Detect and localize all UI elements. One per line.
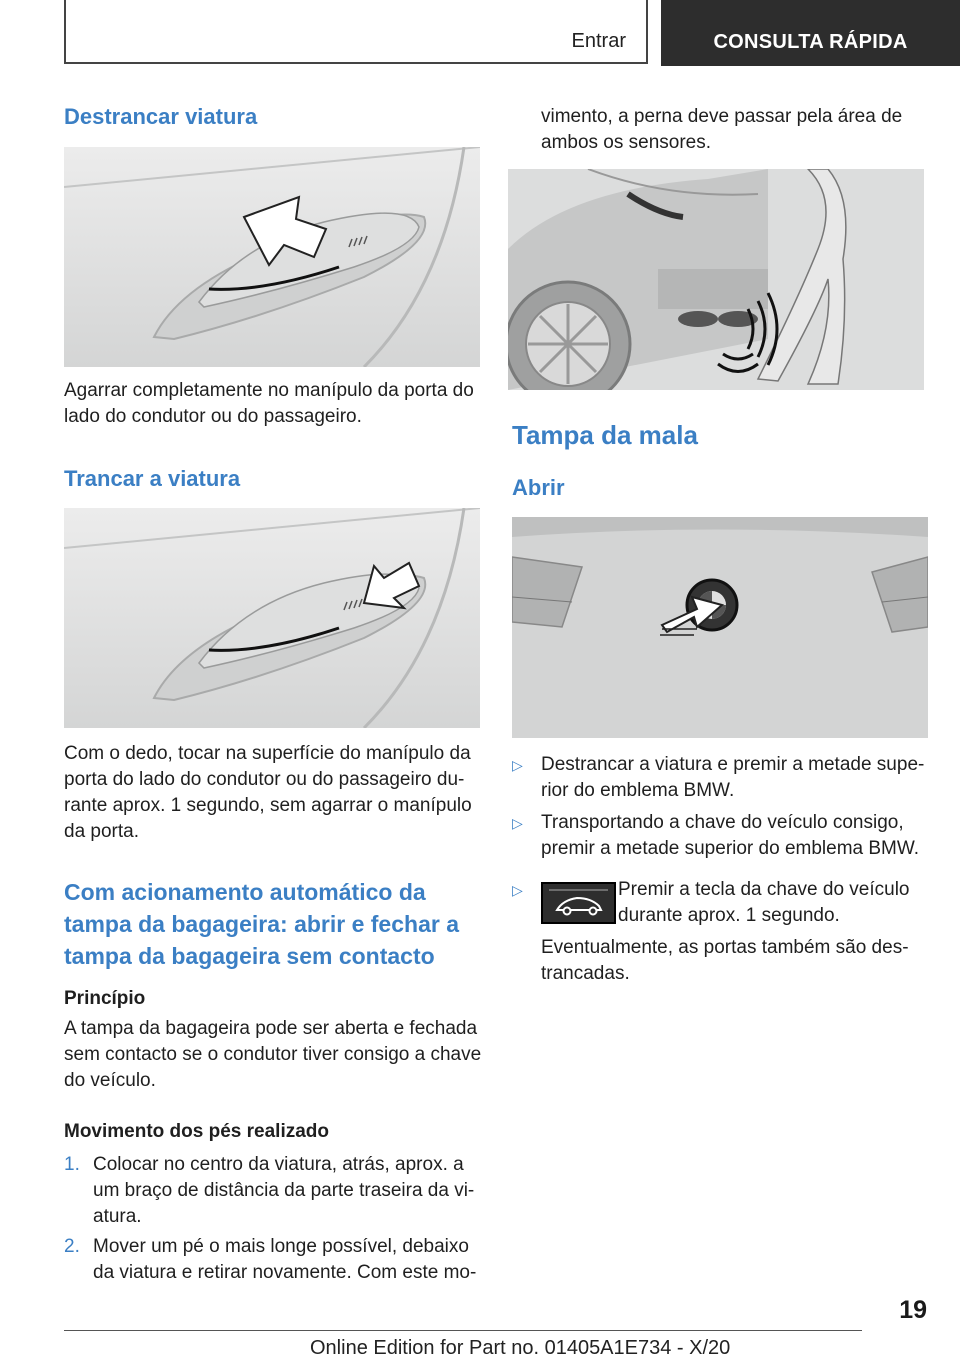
note-text: Eventualmente, as portas também são des-trancadas. xyxy=(541,937,909,984)
lock-heading: Trancar a viatura xyxy=(64,466,241,491)
list-item xyxy=(512,810,928,864)
movement-label: Movimento dos pés realizado xyxy=(64,1121,329,1142)
bullet-text: Destrancar a viatura e premir a metade supe-rior do emblema BMW. xyxy=(541,754,925,801)
list-item xyxy=(64,1152,480,1227)
section-title: Entrar xyxy=(571,30,626,52)
page-number: 19 xyxy=(899,1296,927,1324)
bullet-marker: ▷ xyxy=(512,815,523,831)
chapter-tab[interactable]: CONSULTA RÁPIDA xyxy=(661,0,960,66)
step-text: Mover um pé o mais longe possível, debaixo da viatura e retirar novamente. Com este mo- xyxy=(93,1236,477,1283)
bullet-text: Premir a tecla da chave do veículo durante aprox. 1 segundo. xyxy=(618,879,910,926)
header-frame xyxy=(64,0,648,64)
principle-label: Princípio xyxy=(64,988,146,1009)
open-heading: Abrir xyxy=(512,475,565,500)
door-handle-touch-illustration xyxy=(64,508,480,728)
unlock-heading: Destrancar viatura xyxy=(64,104,258,129)
list-item xyxy=(64,1234,480,1294)
step-number: 2. xyxy=(64,1236,80,1257)
list-item xyxy=(512,877,928,931)
edition-text: Online Edition for Part no. 01405A1E734 - X/20 xyxy=(310,1337,731,1359)
continued-text: vimento, a perna deve passar pela área de ambos os sensores. xyxy=(541,106,903,153)
auto-tailgate-heading: Com acionamento automático da tampa da bagageira: abrir e fechar a tampa da bagageira sem contacto xyxy=(64,879,459,969)
step-number: 1. xyxy=(64,1154,80,1175)
unlock-text: Agarrar completamente no manípulo da porta do lado do condutor ou do passageiro. xyxy=(64,380,474,427)
bullet-marker: ▷ xyxy=(512,757,523,773)
step-text: Colocar no centro da viatura, atrás, aprox. a um braço de distância da parte traseira da vi-atura. xyxy=(93,1154,475,1227)
car-key-trunk-icon xyxy=(541,882,616,924)
kick-sensor-illustration xyxy=(508,169,924,390)
door-handle-grab-illustration xyxy=(64,147,480,367)
bmw-emblem-illustration xyxy=(512,517,928,738)
footer-divider xyxy=(64,1330,862,1331)
list-item xyxy=(512,752,928,806)
bullet-marker: ▷ xyxy=(512,882,523,898)
trunk-heading: Tampa da mala xyxy=(512,420,698,450)
bullet-text: Transportando a chave do veículo consigo, premir a metade superior do emblema BMW. xyxy=(541,812,920,859)
principle-text: A tampa da bagageira pode ser aberta e fechada sem contacto se o condutor tiver consigo a chave do veículo. xyxy=(64,1018,482,1091)
lock-text: Com o dedo, tocar na superfície do manípulo da porta do lado do condutor ou do passageiro du-rante aprox. 1 segundo, sem agarrar o manípulo da porta. xyxy=(64,743,472,842)
